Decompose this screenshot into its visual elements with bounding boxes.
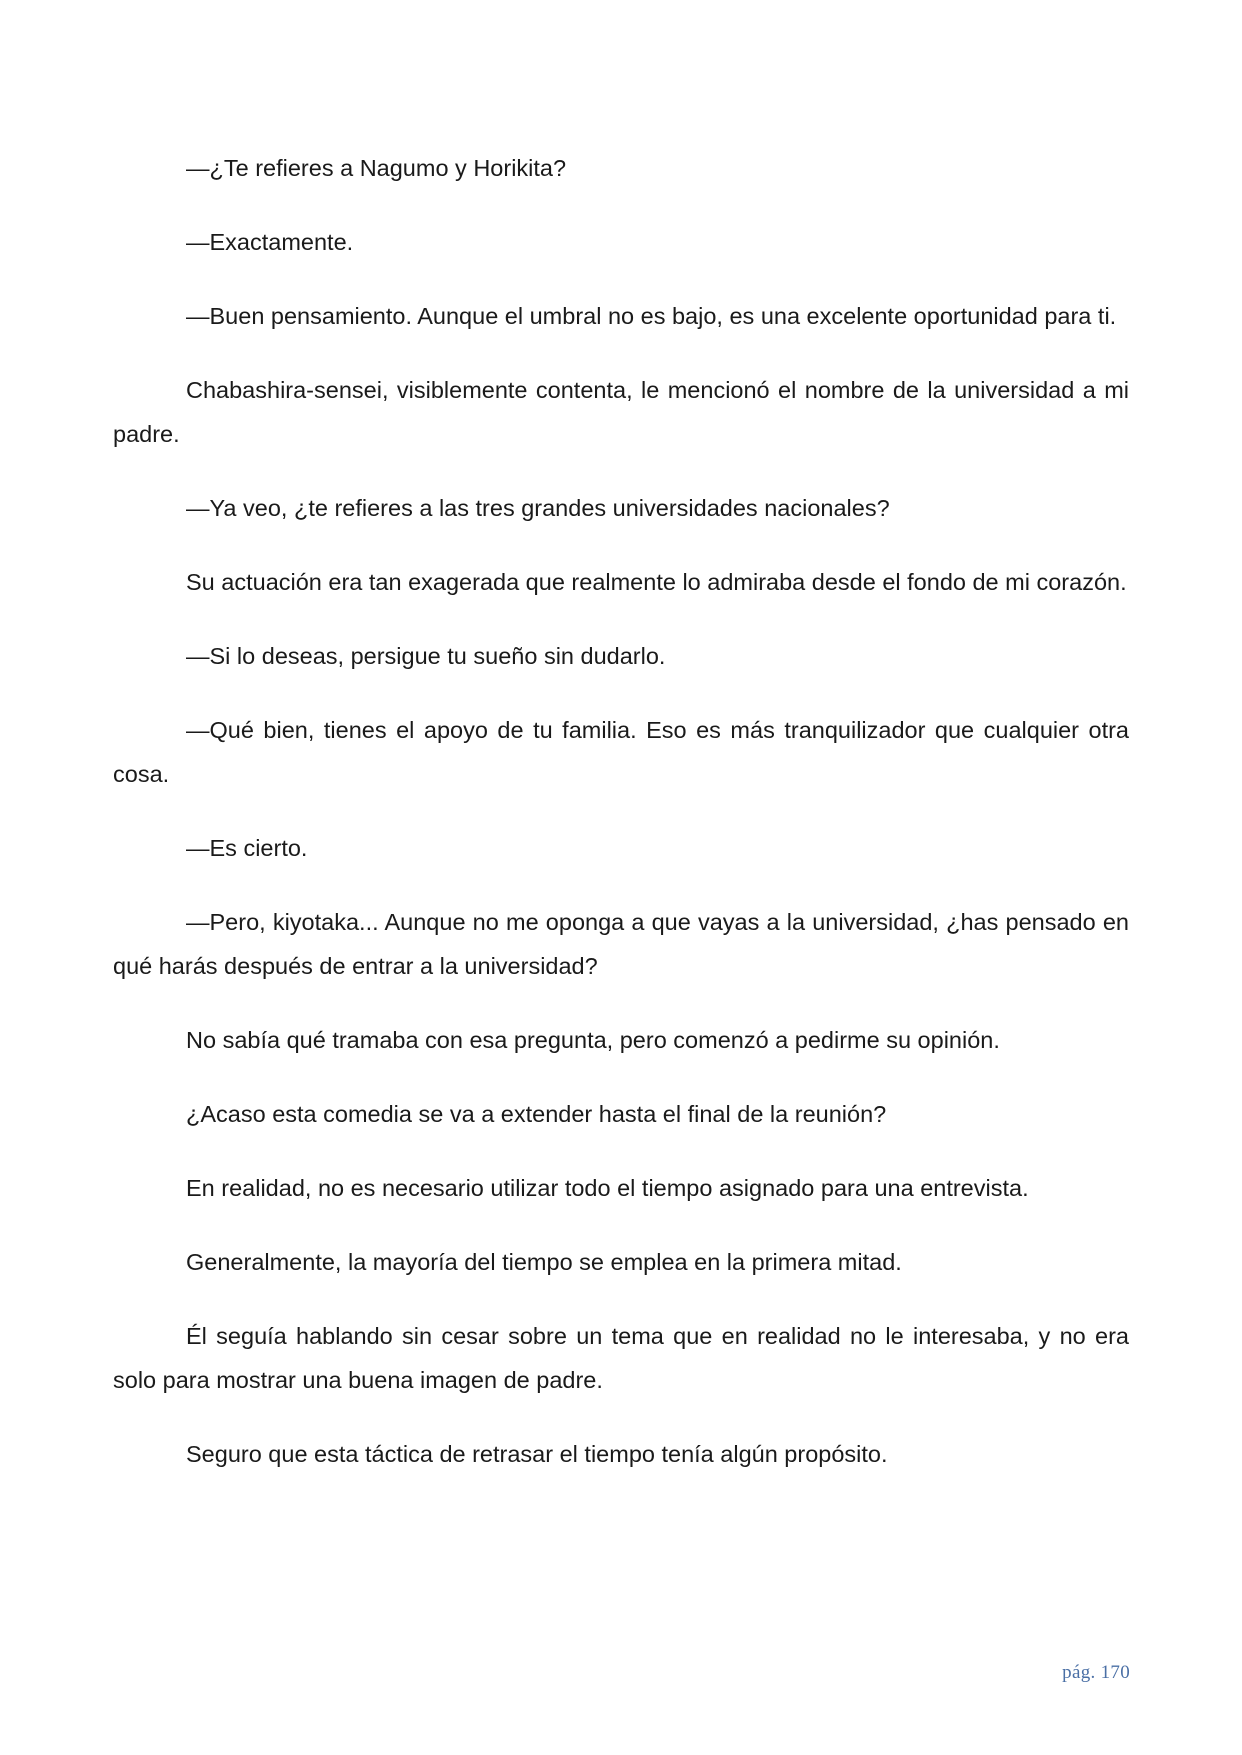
paragraph-3: —Buen pensamiento. Aunque el umbral no es bajo, es una excelente oportunidad para ti. [186, 303, 1117, 329]
paragraph-5: —Ya veo, ¿te refieres a las tres grandes universidades nacionales? [186, 495, 890, 521]
paragraph-8: —Qué bien, tienes el apoyo de tu familia. Eso es más tranquilizador que cualquier otra cosa. [113, 717, 1129, 787]
paragraph-2: —Exactamente. [186, 229, 354, 255]
page-number: pág. 170 [1062, 1662, 1130, 1683]
paragraph-15: Él seguía hablando sin cesar sobre un tema que en realidad no le interesaba, y no era solo para mostrar una buena imagen de padre. [113, 1323, 1129, 1393]
paragraph-1: —¿Te refieres a Nagumo y Horikita? [186, 155, 567, 181]
paragraph-6: Su actuación era tan exagerada que realmente lo admiraba desde el fondo de mi corazón. [186, 569, 1127, 595]
paragraph-7: —Si lo deseas, persigue tu sueño sin dudarlo. [186, 643, 666, 669]
paragraph-11: No sabía qué tramaba con esa pregunta, pero comenzó a pedirme su opinión. [186, 1027, 1000, 1053]
paragraph-12: ¿Acaso esta comedia se va a extender hasta el final de la reunión? [186, 1101, 887, 1127]
paragraph-16: Seguro que esta táctica de retrasar el tiempo tenía algún propósito. [186, 1441, 888, 1467]
paragraph-9: —Es cierto. [186, 835, 308, 861]
paragraph-13: En realidad, no es necesario utilizar todo el tiempo asignado para una entrevista. [186, 1175, 1029, 1201]
document-body [113, 146, 1129, 1506]
paragraph-4: Chabashira-sensei, visiblemente contenta, le mencionó el nombre de la universidad a mi padre. [113, 377, 1129, 447]
paragraph-10: —Pero, kiyotaka... Aunque no me oponga a que vayas a la universidad, ¿has pensado en qué harás después de entrar a la universidad? [113, 909, 1129, 979]
paragraph-14: Generalmente, la mayoría del tiempo se emplea en la primera mitad. [186, 1249, 902, 1275]
